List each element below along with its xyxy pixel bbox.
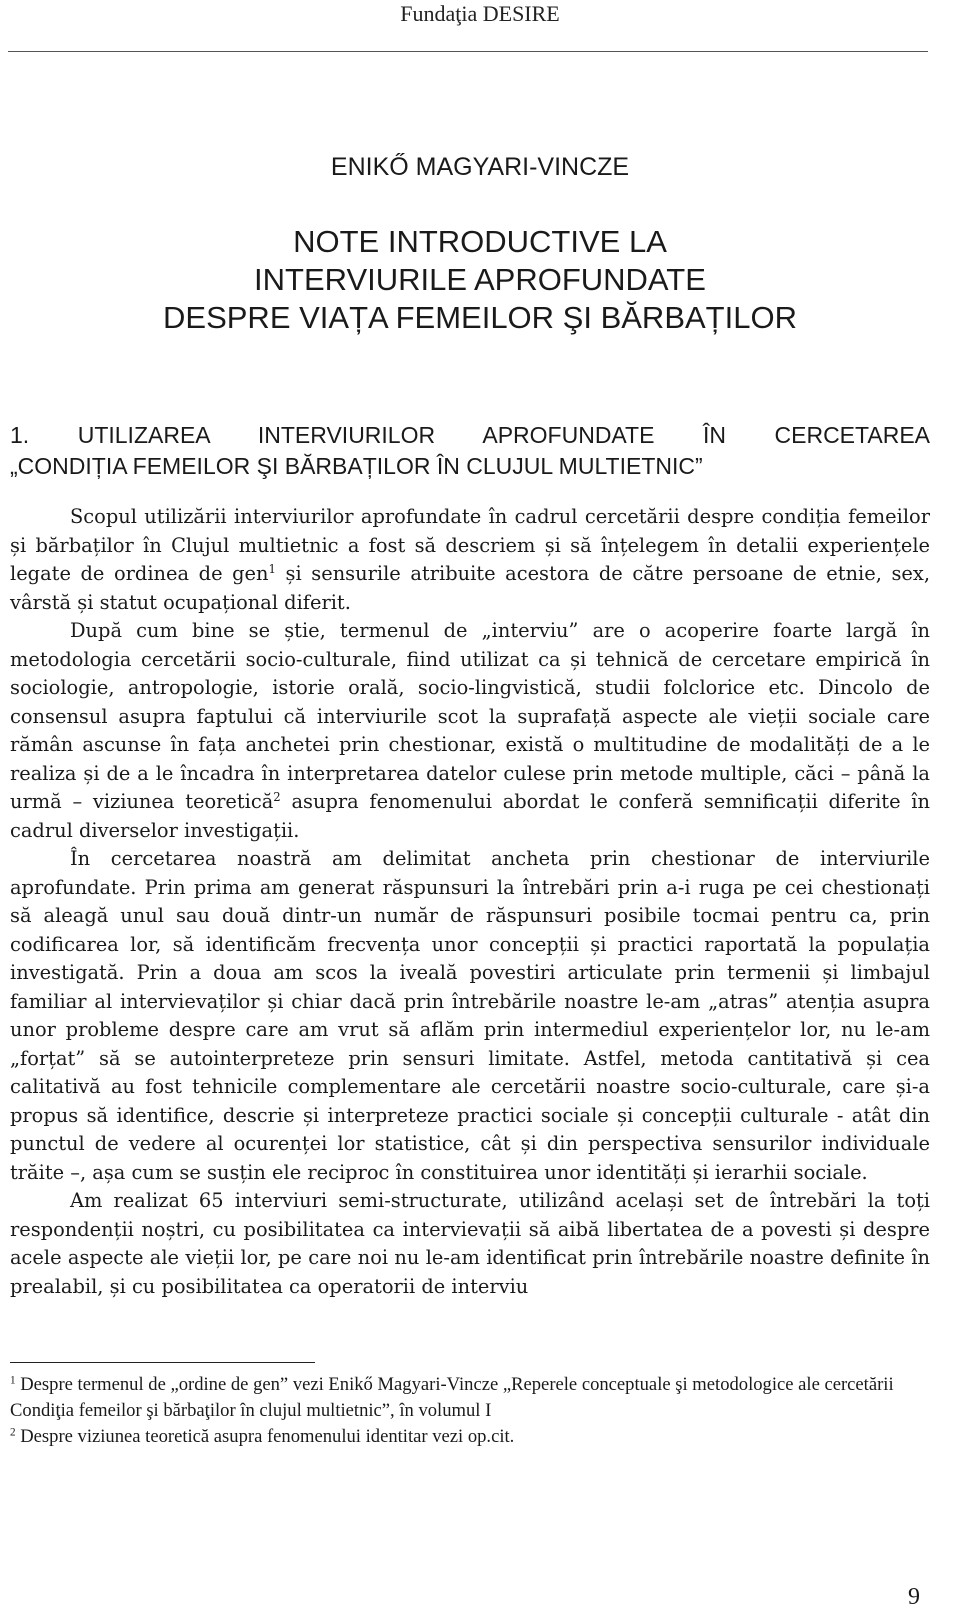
footnote-2 — [10, 1424, 930, 1450]
paragraph-2 — [10, 617, 930, 845]
section-heading-line-2: „CONDIȚIA FEMEILOR ŞI BĂRBAȚILOR ÎN CLUJUL MULTIETNIC” — [10, 453, 703, 479]
paragraph-2-text-a: După cum bine se știe, termenul de „interviu” are o acoperire foarte largă în metodologia cercetării socio-culturale, fiind utilizat ca și tehnică de cercetare empirică în sociologie, antropologie, istorie orală, socio-lingvistică, studii folclorice etc. Dincolo de consensul asupra faptului că interviurile scot la suprafață aspecte ale vieții sociale care rămân ascunse în fața anchetei prin chestionar, există o multitudine de modalități de a le realiza și de a le încadra în interpretarea datelor culese prin metode multiple, căci – până la urmă – viziunea teoretică — [10, 619, 930, 813]
footnote-1-text: Despre termenul de „ordine de gen” vezi Enikő Magyari-Vincze „Reperele conceptuale şi metodologice ale cercetării Condiţia femeilor şi bărbaţilor în clujul multietnic”, în volumul I — [10, 1374, 894, 1421]
paragraph-1-text-a: Scopul utilizării interviurilor aprofundate în cadrul cercetării despre condiția femeilor și bărbaților în Clujul multietnic a fost să descriem și să înțelegem în detalii experiențele legate de ordinea de gen — [10, 505, 930, 585]
title-line-2: INTERVIURILE APROFUNDATE — [254, 262, 706, 297]
document-title — [0, 223, 960, 337]
paragraph-4: Am realizat 65 interviuri semi-structurate, utilizând același set de întrebări la toți respondenții noștri, cu posibilitatea ca intervievații să aibă libertatea de a povesti și despre acele aspecte ale vieții lor, pe care noi nu le-am identificat prin întrebările noastre definite în prealabil, și cu posibilitatea ca operatorii de interviu — [10, 1189, 930, 1298]
footnote-divider — [10, 1362, 315, 1363]
footnote-ref-1[interactable]: 1 — [268, 562, 276, 577]
footnote-1-number: 1 — [10, 1374, 16, 1387]
footnote-2-number: 2 — [10, 1426, 16, 1439]
page-number: 9 — [908, 1584, 920, 1610]
paragraph-2-text-b: asupra fenomenului abordat le conferă semnificații diferite în cadrul diverselor investigații. — [10, 790, 930, 842]
title-line-3: DESPRE VIAȚA FEMEILOR ŞI BĂRBAȚILOR — [163, 300, 797, 335]
section-heading-line-1: 1. UTILIZAREA INTERVIURILOR APROFUNDATE ÎN CERCETAREA — [10, 422, 930, 448]
paragraph-3: În cercetarea noastră am delimitat ancheta prin chestionar de interviurile aprofundate. Prin prima am generat răspunsuri la întrebări prin a-i ruga pe cei chestionați să aleagă unul sau două dintr-un număr de răspunsuri posibile tocmai pentru ca, prin codificarea lor, să identificăm frecvența unor concepții și practici raportată la populația investigată. Prin a doua am scos la iveală povestiri articulate prin termenii și limbajul familiar al intervievaților și chiar dacă prin întrebările noastre le-am „atras” atenția asupra unor probleme despre care am vrut să aflăm prin intermediul experiențelor lor, nu le-am „forțat” să se autointerpreteze prin sensuri limitate. Astfel, metoda cantitativă și cea calitativă au fost tehnicile complementare ale cercetării noastre socio-culturale, care și-a propus să identifice, descrie și interpreteze practici sociale și concepții culturale - atât din punctul de vedere al ocurenței lor statistice, cât și din perspectiva sensurilor individuale trăite –, așa cum se susțin ele reciproc în constituirea unor identități și ierarhii sociale. — [10, 847, 930, 1184]
paragraph-1 — [10, 503, 930, 617]
body-text — [10, 503, 930, 1301]
footnotes — [10, 1372, 930, 1450]
footnote-1 — [10, 1372, 930, 1424]
footnote-ref-2[interactable]: 2 — [273, 790, 281, 805]
title-line-1: NOTE INTRODUCTIVE LA — [293, 224, 667, 259]
header-divider — [8, 51, 928, 52]
section-heading — [10, 420, 930, 482]
paragraph-1-text-b: și sensurile atribuite acestora de către persoane de etnie, sex, vârstă și statut ocupațional diferit. — [10, 562, 931, 614]
running-header: Fundaţia DESIRE — [400, 1, 560, 26]
footnote-2-text: Despre viziunea teoretică asupra fenomenului identitar vezi op.cit. — [15, 1426, 515, 1447]
author-name: ENIKŐ MAGYARI-VINCZE — [330, 153, 630, 181]
